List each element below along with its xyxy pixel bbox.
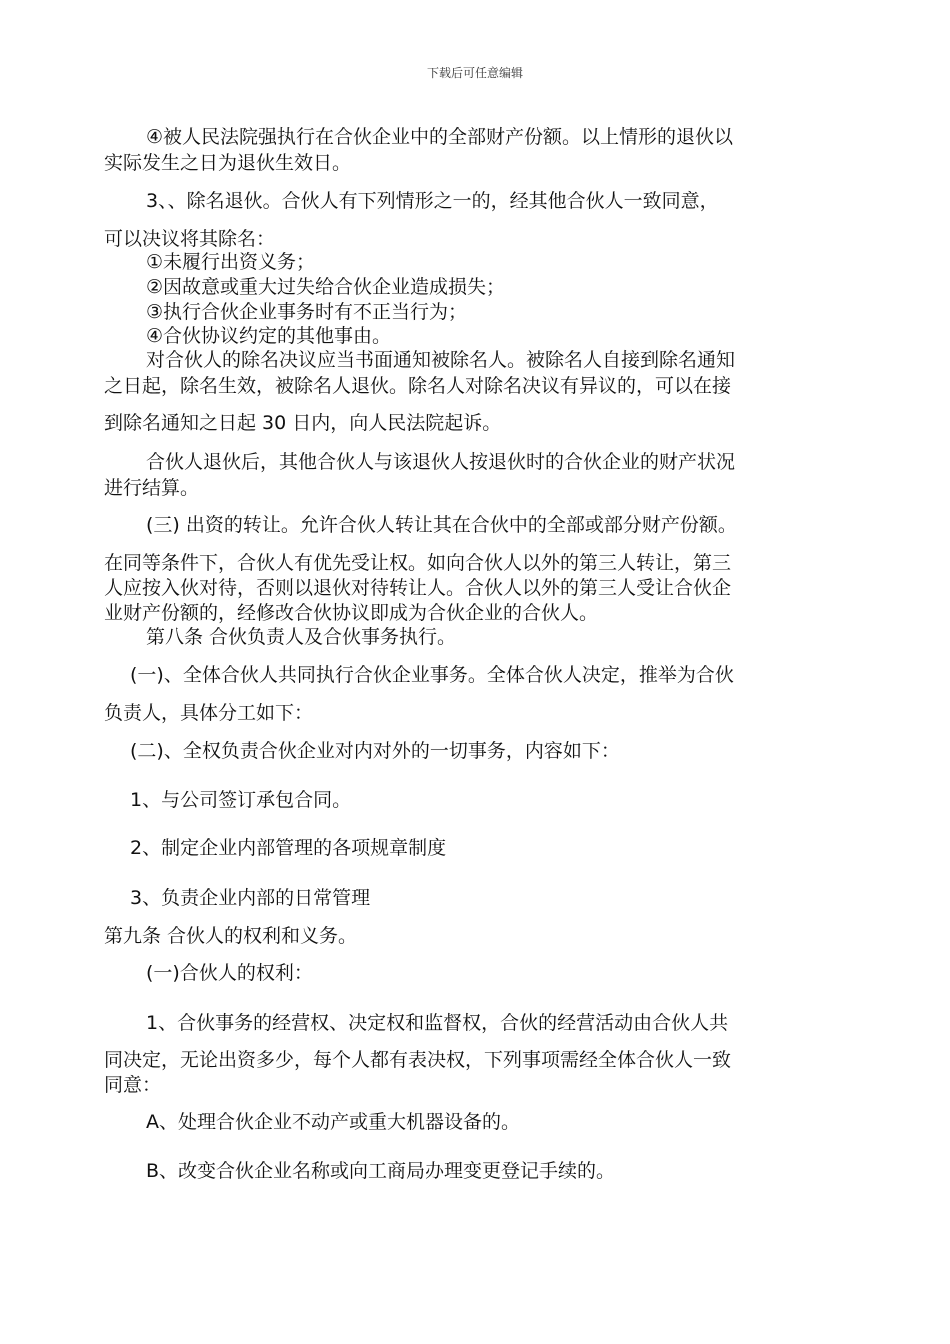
text-line: 到除名通知之日起 30 日内，向人民法院起诉。 [104, 412, 502, 434]
text-line: 业财产份额的，经修改合伙协议即成为合伙企业的合伙人。 [104, 602, 599, 624]
text-line: (三) 出资的转让。允许合伙人转让其在合伙中的全部或部分财产份额。 [146, 514, 737, 536]
text-line: ④被人民法院强执行在合伙企业中的全部财产份额。以上情形的退伙以 [146, 126, 734, 148]
text-line: 负责人，具体分工如下： [104, 702, 314, 724]
text-line: ③执行合伙企业事务时有不正当行为； [146, 301, 468, 323]
text-line: 合伙人退伙后，其他合伙人与该退伙人按退伙时的合伙企业的财产状况 [146, 451, 736, 473]
text-line: 对合伙人的除名决议应当书面通知被除名人。被除名人自接到除名通知 [146, 349, 736, 371]
list-item: 1、与公司签订承包合同。 [130, 789, 352, 811]
text-line: 可以决议将其除名： [104, 228, 276, 250]
text-line: ①未履行出资义务； [146, 251, 316, 273]
text-line: 同意： [104, 1074, 162, 1096]
text-line: ②因故意或重大过失给合伙企业造成损失； [146, 276, 506, 298]
text-line: (一)合伙人的权利： [146, 962, 313, 984]
text-line: 在同等条件下，合伙人有优先受让权。如向合伙人以外的第三人转让，第三 [104, 552, 732, 574]
list-item: 3、负责企业内部的日常管理 [130, 887, 371, 909]
text-line: (一)、全体合伙人共同执行合伙企业事务。全体合伙人决定，推举为合伙 [130, 664, 734, 686]
section-heading: 第九条 合伙人的权利和义务。 [104, 925, 358, 947]
text-line: 同决定，无论出资多少，每个人都有表决权，下列事项需经全体合伙人一致 [104, 1049, 732, 1071]
list-item: B、改变合伙企业名称或向工商局办理变更登记手续的。 [146, 1160, 616, 1182]
page-header: 下载后可任意编辑 [426, 66, 523, 80]
section-heading: 第八条 合伙负责人及合伙事务执行。 [146, 626, 457, 648]
list-item: A、处理合伙企业不动产或重大机器设备的。 [146, 1111, 520, 1133]
text-line: ④合伙协议约定的其他事由。 [146, 325, 392, 347]
text-line: (二)、全权负责合伙企业对内对外的一切事务，内容如下： [130, 740, 620, 762]
text-line: 进行结算。 [104, 477, 200, 499]
list-item: 2、制定企业内部管理的各项规章制度 [130, 837, 447, 859]
text-line: 3、、除名退伙。合伙人有下列情形之一的，经其他合伙人一致同意， [146, 190, 719, 212]
text-line: 人应按入伙对待，否则以退伙对待转让人。合伙人以外的第三人受让合伙企 [104, 577, 732, 599]
text-line: 之日起，除名生效，被除名人退伙。除名人对除名决议有异议的，可以在接 [104, 375, 732, 397]
text-line: 1、合伙事务的经营权、决定权和监督权，合伙的经营活动由合伙人共 [146, 1012, 729, 1034]
text-line: 实际发生之日为退伙生效日。 [104, 152, 352, 174]
